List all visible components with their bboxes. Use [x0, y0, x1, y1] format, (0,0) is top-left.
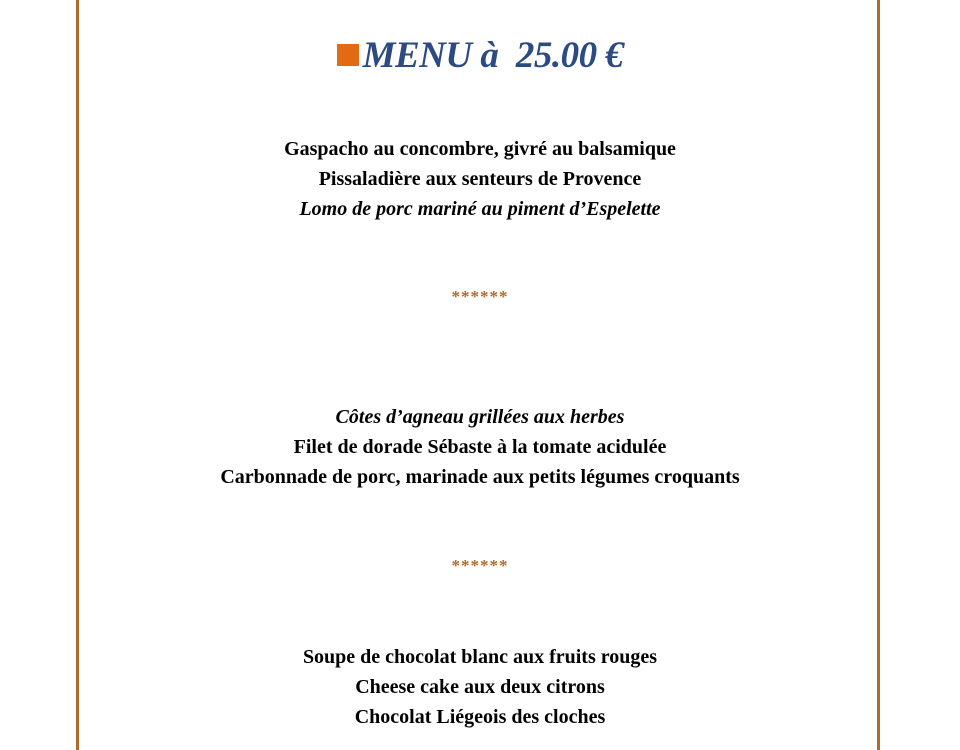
- menu-item: Carbonnade de porc, marinade aux petits légumes croquants: [220, 466, 740, 488]
- menu-item: Côtes d’agneau grillées aux herbes: [335, 406, 625, 428]
- menu-item: Cheese cake aux deux citrons: [355, 676, 605, 698]
- page-border-left: [76, 0, 79, 750]
- desserts-section: [0, 642, 960, 732]
- menu-item: Pissaladière aux senteurs de Provence: [318, 168, 642, 190]
- menu-item: Filet de dorade Sébaste à la tomate acidulée: [293, 436, 667, 458]
- mains-section: [0, 402, 960, 492]
- menu-item: Gaspacho au concombre, givré au balsamique: [284, 138, 676, 160]
- square-bullet-icon: [337, 44, 359, 66]
- menu-item: Soupe de chocolat blanc aux fruits rouges: [302, 646, 658, 668]
- section-separator: ******: [451, 556, 509, 575]
- menu-title-text: MENU à 25.00 €: [362, 35, 624, 76]
- menu-item: Lomo de porc mariné au piment d’Espelette: [299, 198, 661, 220]
- page-border-right: [877, 0, 880, 750]
- menu-title: [0, 34, 960, 77]
- starters-section: [0, 134, 960, 224]
- section-separator: ******: [451, 287, 509, 306]
- menu-item: Chocolat Liégeois des cloches: [354, 706, 606, 728]
